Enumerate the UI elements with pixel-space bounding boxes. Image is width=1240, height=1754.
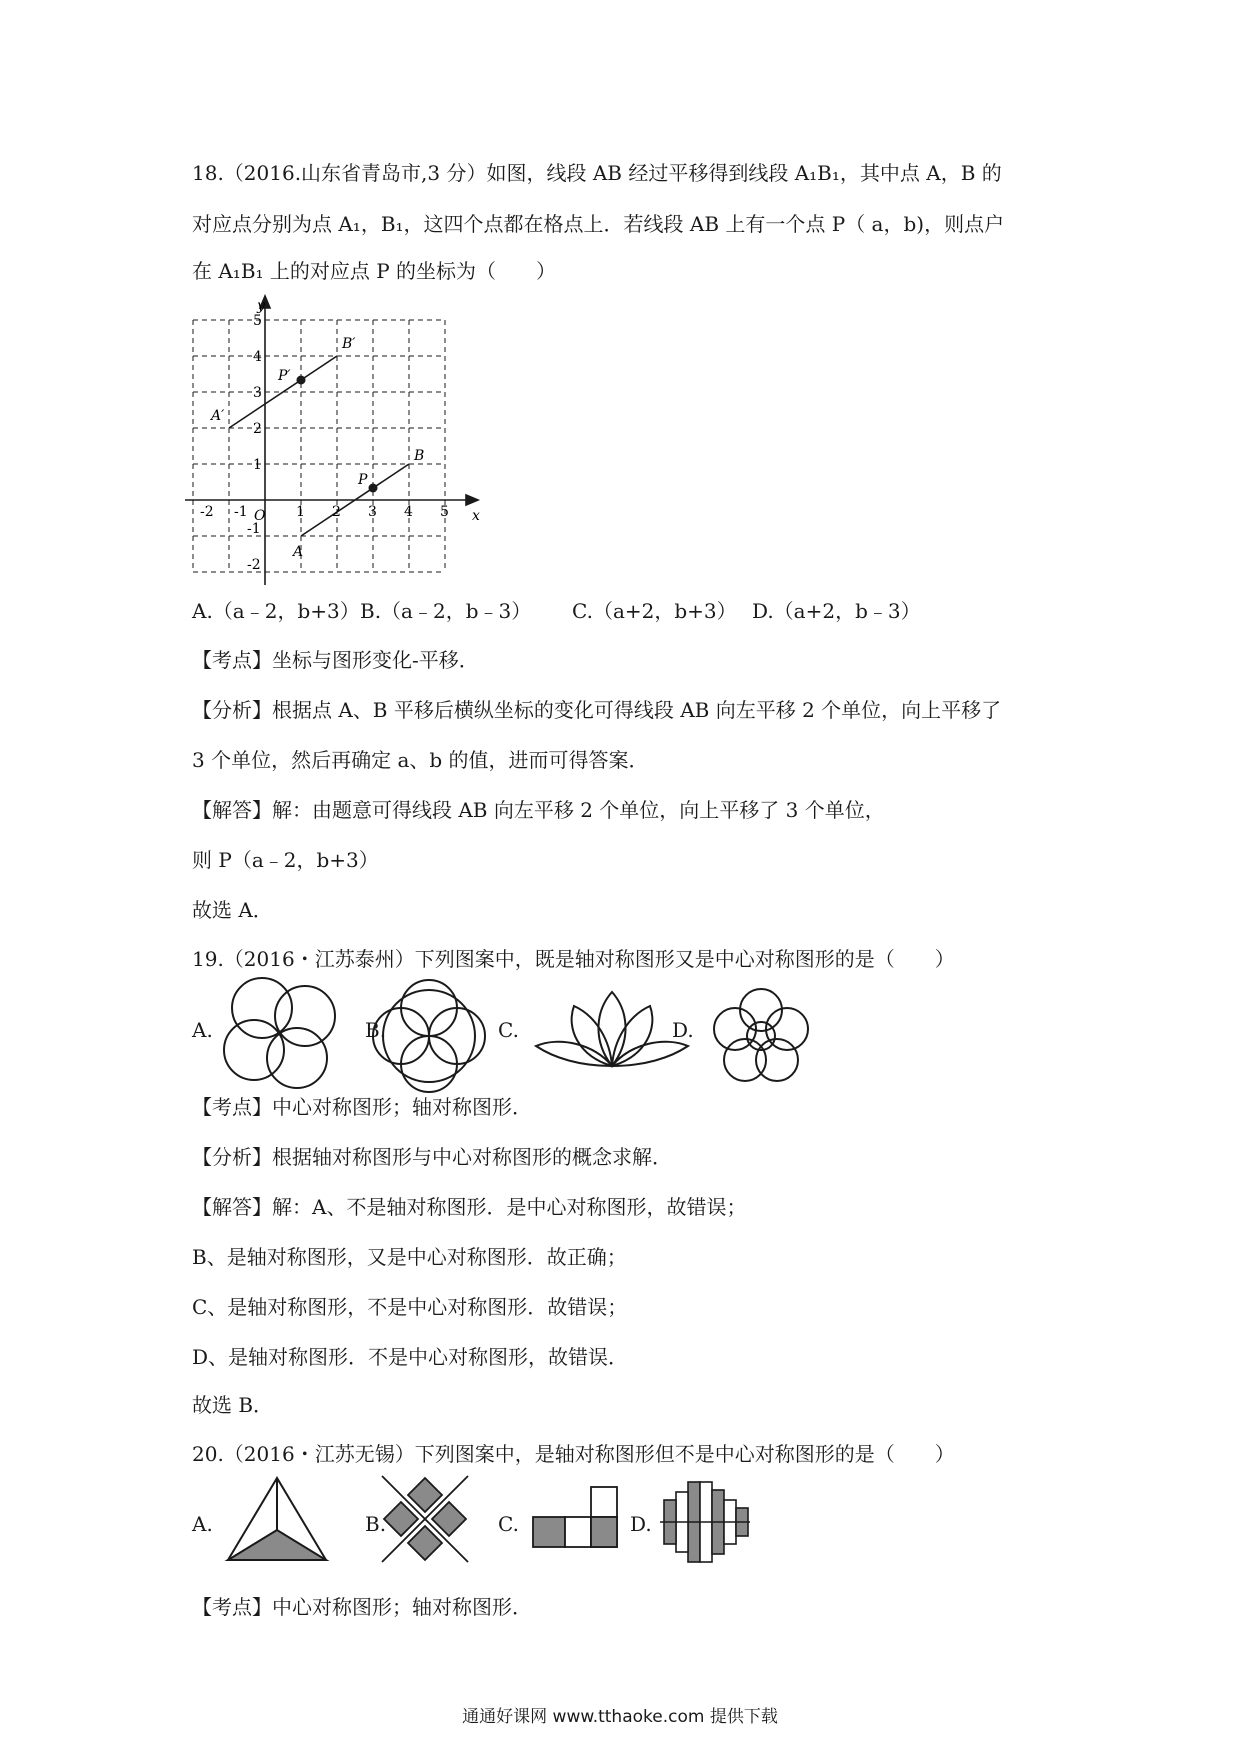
- q18-fenxi-1: 【分析】根据点 A、B 平移后横纵坐标的变化可得线段 AB 向左平移 2 个单位，向上平移了: [192, 698, 1002, 722]
- q18-kaodian: 【考点】坐标与图形变化-平移．: [192, 648, 479, 672]
- q20-label-c: C.: [498, 1512, 519, 1536]
- option-b: B.（a﹣2，b﹣3）: [360, 599, 532, 623]
- y-tick: 1: [253, 457, 262, 473]
- q20-figure-a: [228, 1478, 326, 1560]
- q19-label-c: C.: [498, 1018, 519, 1042]
- q20-label-d: D.: [630, 1512, 652, 1536]
- q20-line-1: 20.（2016・江苏无锡）下列图案中，是轴对称图形但不是中心对称图形的是（ ）: [192, 1442, 955, 1466]
- label-p-prime: P′: [278, 368, 291, 384]
- page-footer: 通通好课网 www.tthaoke.com 提供下载: [462, 1707, 778, 1727]
- q19-jieda-2: B、是轴对称图形，又是中心对称图形．故正确；: [192, 1245, 627, 1269]
- x-tick: 1: [296, 504, 305, 520]
- q18-jieda-3: 故选 A．: [192, 898, 273, 922]
- y-axis-label: y: [257, 298, 265, 314]
- x-tick: 3: [368, 504, 377, 520]
- q18-jieda-1: 【解答】解：由题意可得线段 AB 向左平移 2 个单位，向上平移了 3 个单位，: [192, 798, 885, 822]
- option-d: D.（a+2，b﹣3）: [752, 599, 921, 623]
- x-axis-label: x: [472, 508, 480, 524]
- q18-line-3: 在 A₁B₁ 上的对应点 P 的坐标为（ ）: [192, 259, 557, 283]
- x-tick: 2: [332, 504, 341, 520]
- q19-fenxi: 【分析】根据轴对称图形与中心对称图形的概念求解．: [192, 1145, 672, 1169]
- option-c: C.（a+2，b+3）: [572, 599, 737, 623]
- y-tick: 2: [253, 421, 262, 437]
- y-tick: -1: [247, 521, 261, 537]
- q19-label-d: D.: [672, 1018, 694, 1042]
- x-tick: 5: [440, 504, 449, 520]
- x-tick: 4: [404, 504, 413, 520]
- y-tick: 5: [253, 313, 262, 329]
- q20-label-b: B.: [365, 1512, 387, 1536]
- q19-label-b: B.: [365, 1018, 387, 1042]
- q20-label-a: A.: [192, 1512, 213, 1536]
- q19-kaodian: 【考点】中心对称图形；轴对称图形．: [192, 1095, 532, 1119]
- q20-figure-b: [382, 1476, 468, 1562]
- origin-label: O: [254, 508, 266, 524]
- y-tick: 3: [253, 385, 262, 401]
- x-tick: -1: [234, 504, 248, 520]
- q19-jieda-4: D、是轴对称图形．不是中心对称图形，故错误．: [192, 1345, 629, 1369]
- q18-line-2: 对应点分别为点 A₁，B₁，这四个点都在格点上．若线段 AB 上有一个点 P（ a，b)，则点户: [192, 212, 1005, 236]
- label-p: P: [358, 472, 368, 488]
- option-a: A.（a﹣2，b+3）: [192, 599, 360, 623]
- x-tick: -2: [200, 504, 214, 520]
- label-b-prime: B′: [342, 336, 356, 352]
- label-a: A: [293, 544, 304, 560]
- q19-jieda-3: C、是轴对称图形，不是中心对称图形．故错误；: [192, 1295, 628, 1319]
- q20-figure-c: [533, 1487, 617, 1547]
- q19-jieda-1: 【解答】解：A、不是轴对称图形．是中心对称图形，故错误；: [192, 1195, 747, 1219]
- y-tick: 4: [253, 349, 262, 365]
- q19-label-a: A.: [192, 1018, 213, 1042]
- q20-figure-d: [660, 1482, 750, 1562]
- y-tick: -2: [247, 557, 261, 573]
- q19-jieda-5: 故选 B．: [192, 1393, 274, 1417]
- q18-line-1: 18.（2016.山东省青岛市,3 分）如图，线段 AB 经过平移得到线段 A₁B₁，其中点 A，B 的: [192, 161, 1002, 185]
- q18-fenxi-2: 3 个单位，然后再确定 a、b 的值，进而可得答案．: [192, 748, 649, 772]
- label-a-prime: A′: [211, 408, 225, 424]
- q20-kaodian: 【考点】中心对称图形；轴对称图形．: [192, 1595, 532, 1619]
- label-b: B: [414, 448, 425, 464]
- q19-line-1: 19.（2016・江苏泰州）下列图案中，既是轴对称图形又是中心对称图形的是（ ）: [192, 947, 955, 971]
- q18-jieda-2: 则 P（a﹣2，b+3）: [192, 848, 379, 872]
